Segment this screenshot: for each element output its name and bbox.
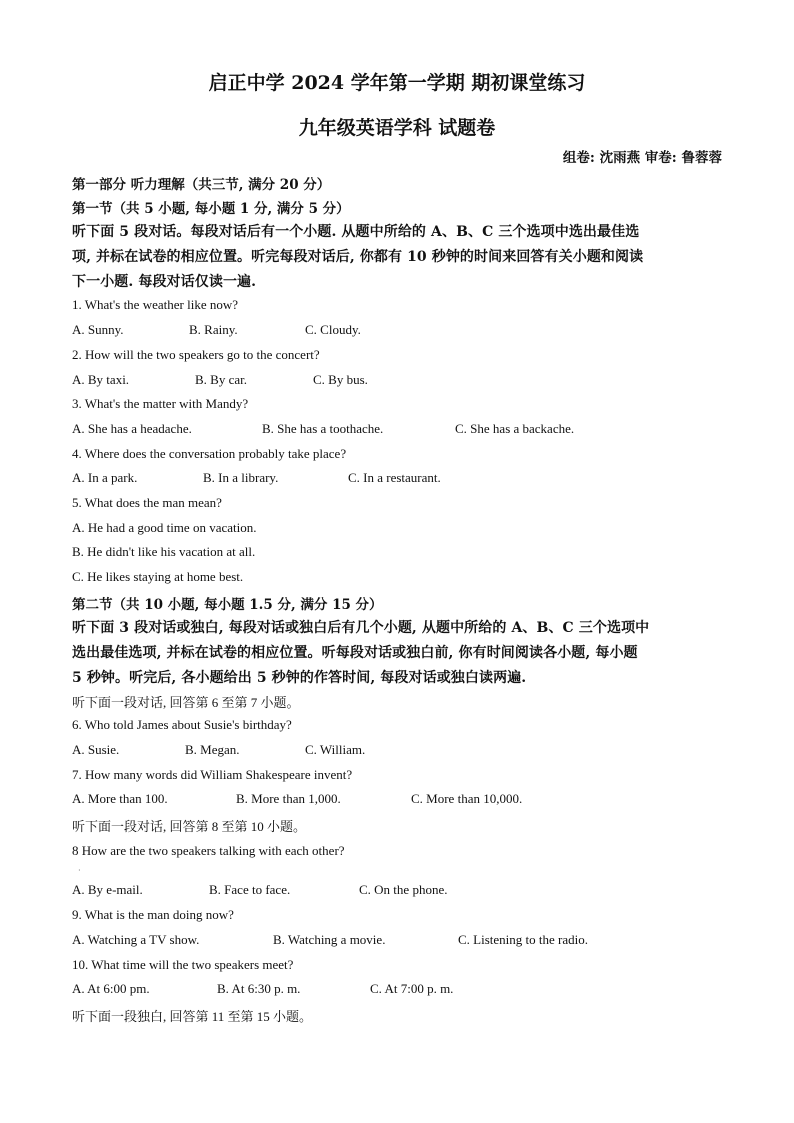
q1-option-b: B. Rainy. (189, 322, 238, 337)
q5-option-a: A. He had a good time on vacation. (72, 520, 257, 535)
question-6: 6. Who told James about Susie's birthday? (72, 717, 292, 732)
section2-heading: 第二节（共 10 小题, 每小题 1.5 分, 满分 15 分） (72, 597, 383, 613)
section1-instruction-line: 听下面 5 段对话。每段对话后有一个小题. 从题中所给的 A、B、C 三个选项中选出最佳选 (72, 224, 640, 240)
q7-option-b: B. More than 1,000. (236, 791, 341, 806)
question-8: 8 How are the two speakers talking with each other? (72, 843, 345, 858)
part1-heading: 第一部分 听力理解（共三节, 满分 20 分） (72, 177, 331, 193)
q10-option-a: A. At 6:00 pm. (72, 981, 150, 996)
exam-title: 启正中学 2024 学年第一学期 期初课堂练习 (208, 72, 586, 94)
q8-option-c: C. On the phone. (359, 882, 448, 897)
q3-option-c: C. She has a backache. (455, 421, 575, 436)
q7-option-c: C. More than 10,000. (411, 791, 523, 806)
q9-option-c: C. Listening to the radio. (458, 932, 588, 947)
monologue-intro: 听下面一段独白, 回答第 11 至第 15 小题。 (72, 1009, 313, 1024)
section1-instruction-line: 下一小题. 每段对话仅读一遍. (72, 274, 257, 290)
exam-subtitle: 九年级英语学科 试题卷 (298, 117, 496, 139)
q2-option-a: A. By taxi. (72, 372, 130, 387)
q9-option-b: B. Watching a movie. (273, 932, 386, 947)
section2-instruction-line: 听下面 3 段对话或独白, 每段对话或独白后有几个小题, 从题中所给的 A、B、C 三个选项中 (72, 620, 650, 636)
q3-option-b: B. She has a toothache. (262, 421, 384, 436)
q7-option-a: A. More than 100. (72, 791, 168, 806)
q6-option-c: C. William. (305, 742, 366, 757)
question-10: 10. What time will the two speakers meet? (72, 957, 294, 972)
dialogue-intro-2: 听下面一段对话, 回答第 8 至第 10 小题。 (72, 819, 307, 834)
q8-option-a: A. By e-mail. (72, 882, 143, 897)
q3-option-a: A. She has a headache. (72, 421, 192, 436)
question-5: 5. What does the man mean? (72, 495, 222, 510)
question-7: 7. How many words did William Shakespeare invent? (72, 767, 353, 782)
q4-option-b: B. In a library. (203, 470, 279, 485)
question-3: 3. What's the matter with Mandy? (72, 396, 249, 411)
q6-option-a: A. Susie. (72, 742, 120, 757)
q6-option-b: B. Megan. (185, 742, 240, 757)
question-1: 1. What's the weather like now? (72, 297, 238, 312)
q2-option-c: C. By bus. (313, 372, 368, 387)
question-9: 9. What is the man doing now? (72, 907, 234, 922)
question-4: 4. Where does the conversation probably take place? (72, 446, 347, 461)
section2-instruction-line: 选出最佳选项, 并标在试卷的相应位置。听每段对话或独白前, 你有时间阅读各小题, 每小题 (72, 645, 638, 661)
q10-option-c: C. At 7:00 p. m. (370, 981, 454, 996)
q1-option-a: A. Sunny. (72, 322, 124, 337)
q1-option-c: C. Cloudy. (305, 322, 361, 337)
q5-option-c: C. He likes staying at home best. (72, 569, 244, 584)
section1-heading: 第一节（共 5 小题, 每小题 1 分, 满分 5 分） (72, 201, 350, 217)
section2-instruction-line: 5 秒钟。听完后, 各小题给出 5 秒钟的作答时间, 每段对话或独白读两遍. (72, 670, 527, 686)
question-2: 2. How will the two speakers go to the concert? (72, 347, 320, 362)
dialogue-intro-1: 听下面一段对话, 回答第 6 至第 7 小题。 (72, 695, 300, 710)
q2-option-b: B. By car. (195, 372, 247, 387)
q8-option-b: B. Face to face. (209, 882, 291, 897)
authors-line: 组卷: 沈雨燕 审卷: 鲁蓉蓉 (562, 150, 722, 166)
stray-mark: · (78, 866, 81, 875)
q9-option-a: A. Watching a TV show. (72, 932, 200, 947)
q5-option-b: B. He didn't like his vacation at all. (72, 544, 256, 559)
q4-option-a: A. In a park. (72, 470, 138, 485)
q10-option-b: B. At 6:30 p. m. (217, 981, 301, 996)
q4-option-c: C. In a restaurant. (348, 470, 441, 485)
section1-instruction-line: 项, 并标在试卷的相应位置。听完每段对话后, 你都有 10 秒钟的时间来回答有关小题和阅读 (72, 249, 644, 265)
